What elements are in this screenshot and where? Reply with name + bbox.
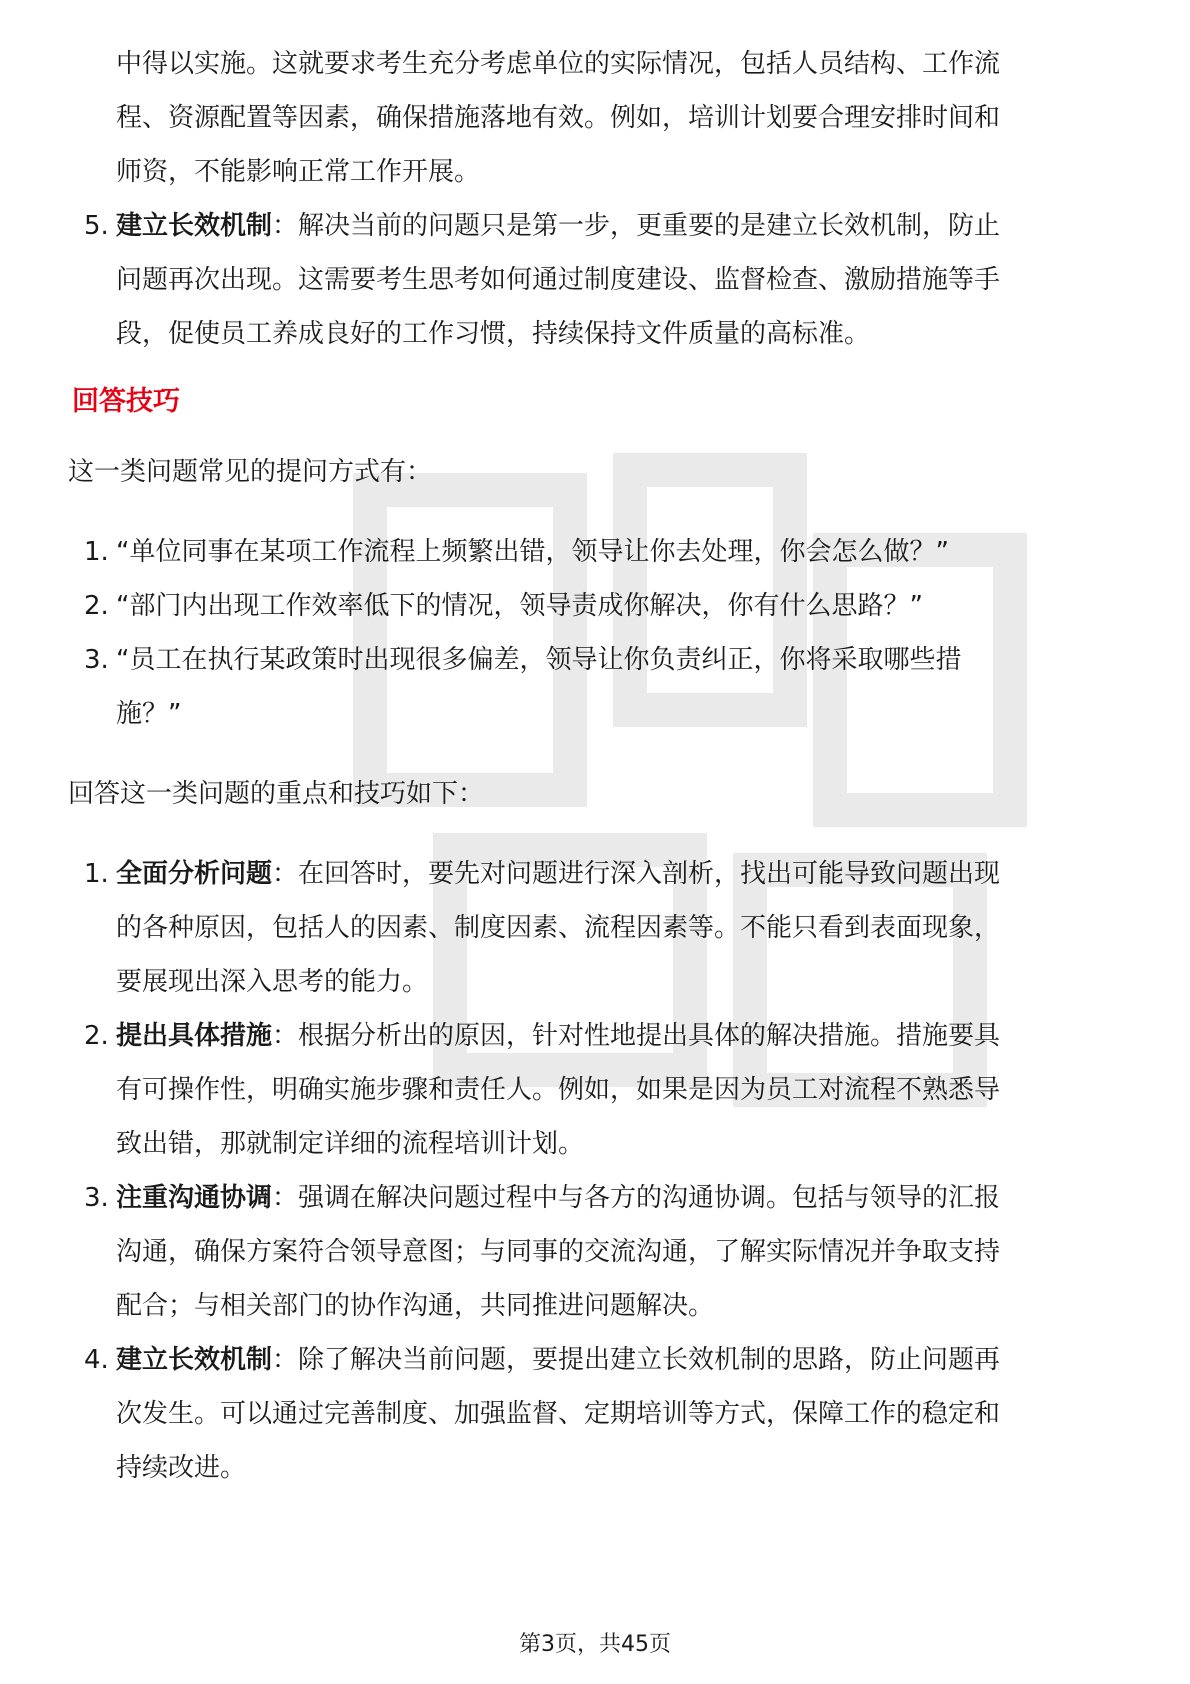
tip-line: 的各种原因，包括人的因素、制度因素、流程因素等。不能只看到表面现象， xyxy=(116,913,1001,943)
tip-text: ：根据分析出的原因，针对性地提出具体的解决措施。措施要具 xyxy=(272,1021,1001,1051)
list-number: 2. xyxy=(84,1021,109,1051)
tip-title: 注重沟通协调 xyxy=(116,1183,273,1213)
list-number: 5. xyxy=(84,211,109,241)
list-item-line: 段，促使员工养成良好的工作习惯，持续保持文件质量的高标准。 xyxy=(116,319,871,349)
question-line: “单位同事在某项工作流程上频繁出错，领导让你去处理，你会怎么做？” xyxy=(116,537,949,567)
intro-line-1: 中得以实施。这就要求考生充分考虑单位的实际情况，包括人员结构、工作流 xyxy=(116,49,1001,79)
tip-line xyxy=(116,858,1000,890)
list-item-text: ：解决当前的问题只是第一步，更重要的是建立长效机制，防止 xyxy=(272,211,1001,241)
tip-title: 提出具体措施 xyxy=(116,1021,273,1051)
tip-line xyxy=(116,1182,1000,1214)
list-item-line: 问题再次出现。这需要考生思考如何通过制度建设、监督检查、激励措施等手 xyxy=(116,265,1001,295)
list-number: 3. xyxy=(84,645,109,675)
question-line: “员工在执行某政策时出现很多偏差，领导让你负责纠正，你将采取哪些措 xyxy=(116,645,962,675)
tip-title: 建立长效机制 xyxy=(116,1345,273,1375)
list-number: 4. xyxy=(84,1345,109,1375)
section-heading: 回答技巧 xyxy=(72,386,180,417)
intro-line-3: 师资，不能影响正常工作开展。 xyxy=(116,157,481,187)
tip-line: 配合；与相关部门的协作沟通，共同推进问题解决。 xyxy=(116,1291,715,1321)
list-number: 1. xyxy=(84,859,109,889)
tip-line xyxy=(116,1344,1000,1376)
question-line: “部门内出现工作效率低下的情况，领导责成你解决，你有什么思路？” xyxy=(116,591,923,621)
tip-line: 要展现出深入思考的能力。 xyxy=(116,967,429,997)
question-line: 施？” xyxy=(116,699,182,729)
list-item-line xyxy=(116,210,1000,242)
questions-intro: 这一类问题常见的提问方式有： xyxy=(68,457,433,487)
tip-line: 次发生。可以通过完善制度、加强监督、定期培训等方式，保障工作的稳定和 xyxy=(116,1399,1001,1429)
tip-line: 持续改进。 xyxy=(116,1453,247,1483)
list-number: 3. xyxy=(84,1183,109,1213)
tip-text: ：除了解决当前问题，要提出建立长效机制的思路，防止问题再 xyxy=(272,1345,1001,1375)
tip-title: 全面分析问题 xyxy=(116,859,273,889)
tip-line xyxy=(116,1020,1000,1052)
tip-line: 致出错，那就制定详细的流程培训计划。 xyxy=(116,1129,585,1159)
tips-intro: 回答这一类问题的重点和技巧如下： xyxy=(68,779,485,809)
list-number: 2. xyxy=(84,591,109,621)
tip-text: ：在回答时，要先对问题进行深入剖析，找出可能导致问题出现 xyxy=(272,859,1001,889)
list-number: 1. xyxy=(84,537,109,567)
intro-line-2: 程、资源配置等因素，确保措施落地有效。例如，培训计划要合理安排时间和 xyxy=(116,103,1001,133)
tip-line: 沟通，确保方案符合领导意图；与同事的交流沟通，了解实际情况并争取支持 xyxy=(116,1237,1001,1267)
page-footer: 第3页，共45页 xyxy=(519,1632,671,1657)
tip-text: ：强调在解决问题过程中与各方的沟通协调。包括与领导的汇报 xyxy=(272,1183,1001,1213)
tip-line: 有可操作性，明确实施步骤和责任人。例如，如果是因为员工对流程不熟悉导 xyxy=(116,1075,1001,1105)
list-item-title: 建立长效机制 xyxy=(116,211,273,241)
